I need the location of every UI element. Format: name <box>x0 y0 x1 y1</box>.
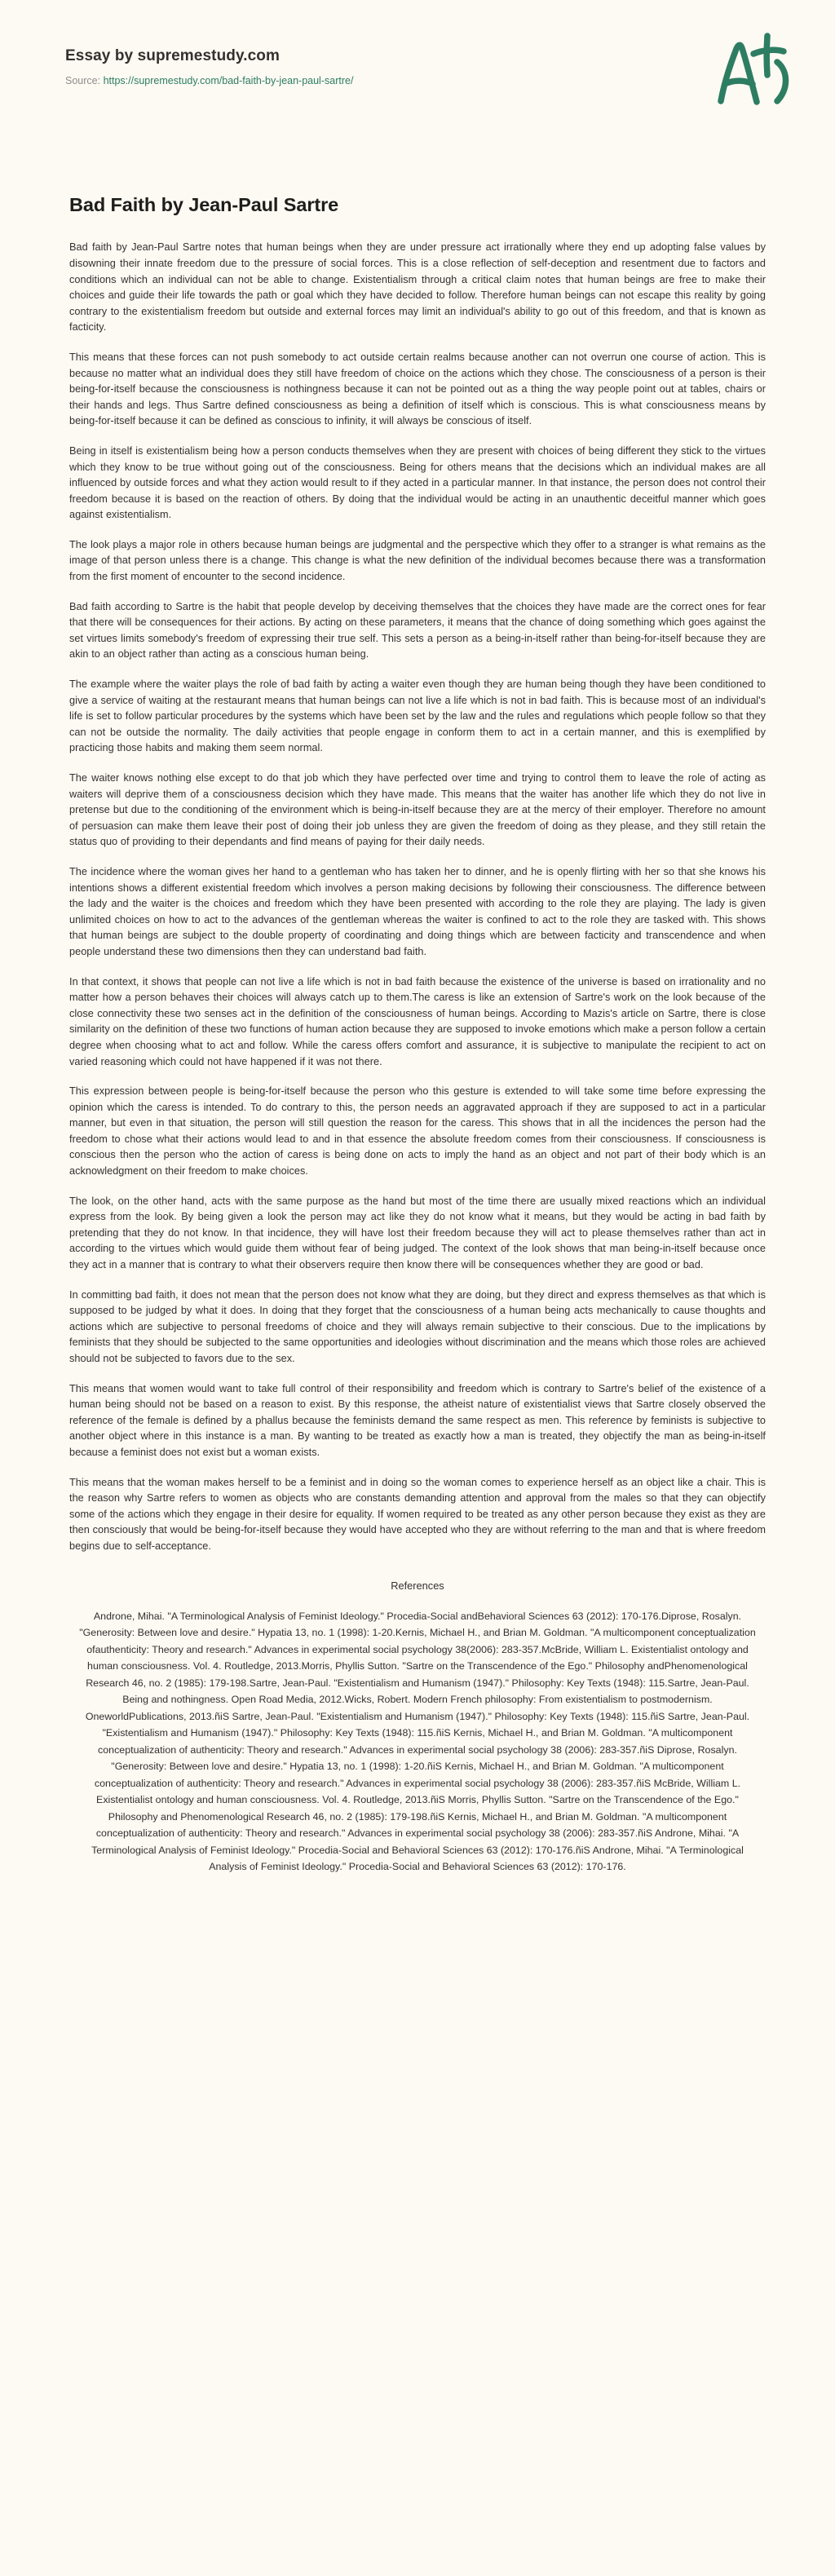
paragraph: This expression between people is being-for-itself because the person who this gesture is extended to will take some time before expressing the opinion which the caress is intended. To do contrary to this, the person needs an aggravated approach if they are supposed to act in a particular manner, but even in that situation, the person will still question the reason for the caress. This shows that in all the incidences the person had the freedom to chose what their actions would lead to and in that essence the absolute freedom comes from their consciousness. If consciousness is conscious then the person who the action of caress is being done on acts to imply the hand as an object and not part of their body which is an acknowledgment on their freedom to make choices. <box>69 1085 766 1178</box>
paragraph: The look, on the other hand, acts with the same purpose as the hand but most of the time there are usually mixed reactions which an individual express from the look. By being given a look the person may act like they do not know what it means, but they would be acting in bad faith by pretending that they do not know. In that incidence, they will have lost their freedom because they will act to please themselves rather than act in according to the virtues which would guide them without fear of being judged. The context of the look shows that man being-in-itself because once they act in a manner that is contrary to what their observers require then know there will be consequences whether they are good or bad. <box>69 1195 766 1271</box>
source-line <box>65 75 783 87</box>
paragraph: This means that these forces can not push somebody to act outside certain realms because another can not overrun one course of action. This is because no matter what an individual does they still have freedom of choice on the actions which they chose. The consciousness of a person is their being-for-itself because the consciousness is nothingness because it can not be pointed out as a thing the way people point out at tables, chairs or their hands and legs. Thus Sartre defined consciousness as being a definition of itself which is conscious. This is what consciousness means by being-for-itself because it can be defined as conscious to infinity, it will always be conscious of itself. <box>69 351 766 427</box>
paragraph: The look plays a major role in others because human beings are judgmental and the perspective which they offer to a stranger is what remains as the image of that person unless there is a change. This change is what the new definition of the individual becomes because there was a transformation from the first moment of encounter to the second incidence. <box>69 538 766 583</box>
page-title: Bad Faith by Jean-Paul Sartre <box>69 194 339 215</box>
paragraph: The waiter knows nothing else except to do that job which they have perfected over time and trying to control them to leave the role of acting as waiters will deprive them of a consciousness decision which they have made. This means that the waiter has another life which they do not live in pretense but due to the conditioning of the environment which is being-in-itself because they are at the mercy of their employer. Therefore no amount of persuasion can make them leave their post of doing their job unless they are given the freedom of doing as they please, and they still retain the status quo of providing to their dependants and find means of paying for their daily needs. <box>69 772 766 848</box>
document-content <box>0 193 835 1924</box>
brand-byline: Essay by supremestudy.com <box>65 47 280 64</box>
paragraph: Bad faith according to Sartre is the habit that people develop by deceiving themselves that the choices they have made are the correct ones for fear that there will be consequences for their actions. By acting on these parameters, it means that the chance of doing something which goes against the set virtues limits somebody's freedom of expressing their true self. This sets a person as a being-in-itself rather than being-for-itself because they are akin to an object rather than acting as a conscious human being. <box>69 600 766 661</box>
references-heading: References <box>391 1579 444 1592</box>
bottom-spacer <box>69 1876 766 1924</box>
references-text: Androne, Mihai. "A Terminological Analysis of Feminist Ideology." Procedia-Social andBehavioral Sciences 63 (2012): 170-176.Diprose, Rosalyn. "Generosity: Between love and desire." Hypatia 13, no. 1 (1998): 1-20.Kernis, Michael H., and Brian M. Goldman. "A multicomponent conceptualization ofauthenticity: Theory and research." Advances in experimental social psychology 38(2006): 283-357.McBride, William L. Existentialist ontology and human consciousness. Vol. 4. Routledge, 2013.Morris, Phyllis Sutton. "Sartre on the Transcendence of the Ego." Philosophy andPhenomenological Research 46, no. 2 (1985): 179-198.Sartre, Jean-Paul. "Existentialism and Humanism (1947)." Philosophy: Key Texts (1948): 115.Sartre, Jean-Paul. Being and nothingness. Open Road Media, 2012.Wicks, Robert. Modern French philosophy: From existentialism to postmodernism. OneworldPublications, 2013.ñiS Sartre, Jean-Paul. "Existentialism and Humanism (1947)." Philosophy: Key Texts (1948): 115.ñiS Sartre, Jean-Paul. "Existentialism and Humanism (1947)." Philosophy: Key Texts (1948): 115.ñiS Kernis, Michael H., and Brian M. Goldman. "A multicomponent conceptualization of authenticity: Theory and research." Advances in experimental social psychology 38 (2006): 283-357.ñiS Diprose, Rosalyn. "Generosity: Between love and desire." Hypatia 13, no. 1 (1998): 1-20.ñiS Kernis, Michael H., and Brian M. Goldman. "A multicomponent conceptualization of authenticity: Theory and research." Advances in experimental social psychology 38 (2006): 283-357.ñiS McBride, William L. Existentialist ontology and human consciousness. Vol. 4. Routledge, 2013.ñiS Morris, Phyllis Sutton. "Sartre on the Transcendence of the Ego." Philosophy and Phenomenological Research 46, no. 2 (1985): 179-198.ñiS Kernis, Michael H., and Brian M. Goldman. "A multicomponent conceptualization of authenticity: Theory and research." Advances in experimental social psychology 38 (2006): 283-357.ñiS Androne, Mihai. "A Terminological Analysis of Feminist Ideology." Procedia-Social and Behavioral Sciences 63 (2012): 170-176.ñiS Androne, Mihai. "A Terminological Analysis of Feminist Ideology." Procedia-Social and Behavioral Sciences 63 (2012): 170-176. <box>79 1610 756 1873</box>
references-body <box>69 1608 766 1876</box>
paragraph: In that context, it shows that people can not live a life which is not in bad faith because the existence of the universe is based on irrationality and no matter how a person behaves their choices will always catch up to them.The caress is like an extension of Sartre's work on the look because of the close connectivity these two senses act in the definition of the consciousness of human beings. According to Mazis's article on Sartre, there is close similarity on the definition of these two functions of human action because they are supposed to invoke emotions which make a person follow a certain degree when choosing what to act and follow. While the caress offers comfort and assurance, it is subjective to manipulate the recipient to act on varied reasoning which could not have happened if it was not there. <box>69 975 766 1067</box>
paragraph: Being in itself is existentialism being how a person conducts themselves when they are present with choices of being different they stick to the virtues which they know to be true without going out of the consciousness. Being for others means that the decisions which an individual makes are all influenced by outside forces and what they action would result to if they acted in a particular manner. In that instance, the person does not control their freedom because it is based on the reaction of others. By doing that the individual would be acting in an unauthentic deceitful manner which goes against existentialism. <box>69 444 766 521</box>
page-header <box>0 0 835 86</box>
paragraph: The incidence where the woman gives her hand to a gentleman who has taken her to dinner, and he is openly flirting with her so that she knows his intentions shows a different existential freedom which involves a person making decisions by following their consciousness. The difference between the lady and the waiter is the choices and freedom which they have been presented with according to the role they are playing. The lady is given unlimited choices on how to act to the advances of the gentleman whereas the waiter is confined to act to the role they are tasked with. This shows that human beings are subject to the double property of coordinating and doing things which are between facticity and transcendence and when people understand these two dimensions then they can understand bad faith. <box>69 865 766 957</box>
paragraph: This means that the woman makes herself to be a feminist and in doing so the woman comes to experience herself as an object like a chair. This is the reason why Sartre refers to women as objects who are constants demanding attention and approval from the males so that they can objectify some of the actions which they engage in their desire for equality. If women required to be treated as any other person because they exist as they are then consciously that would be being-for-itself because they would have accepted who they are without referring to the man and that is where freedom begins due to self-acceptance. <box>69 1476 766 1552</box>
a-plus-logo <box>700 23 797 108</box>
paragraph: This means that women would want to take full control of their responsibility and freedom which is contrary to Sartre's belief of the existence of a human being should not be based on a reason to exist. By this response, the atheist nature of existentialist views that Sartre closely observed the reference of the female is defined by a phallus because the feminists demand the same respect as men. This reference by feminists is subjective to another object where in this instance is a man. By wanting to be treated as exactly how a man is treated, they objectify the man as being-in-itself because a feminist does not exist but a woman exists. <box>69 1382 766 1458</box>
essay-body <box>69 240 766 1554</box>
paragraph: The example where the waiter plays the role of bad faith by acting a waiter even though they are human being though they have been conditioned to give a service of waiting at the restaurant means that human beings can not live a life which is not in bad faith. This is because most of an individual's life is set to follow particular procedures by the systems which have been set by the law and the rules and regulations which people follow so that they can not be outside the normality. The daily activities that people engage in conform them to act in a certain manner, and this is exemplified by practicing those habits and making them seem normal. <box>69 678 766 754</box>
source-label: Source: <box>65 74 101 86</box>
paragraph: Bad faith by Jean-Paul Sartre notes that human beings when they are under pressure act irrationally where they end up adopting false values by disowning their innate freedom due to the pressure of social forces. This is a close reflection of self-deception and resentment due to factors and conditions which an individual can not be able to change. Existentialism through a critical claim notes that human beings are free to make their choices and guide their life towards the path or goal which they have decided to follow. Therefore human beings can not escape this reality by going contrary to the existentialism freedom but outside and external forces may limit an individual's ability to go out of this freedom, and that is known as facticity. <box>69 241 766 334</box>
source-url-link[interactable]: https://supremestudy.com/bad-faith-by-jean-paul-sartre/ <box>103 74 354 86</box>
paragraph: In committing bad faith, it does not mean that the person does not know what they are doing, but they direct and express themselves as that which is supposed to be judged by what it does. In doing that they forget that the consciousness of a human being acts mechanically to cause thoughts and actions which are subjective to personal freedoms of choice and they will always remain subjective to their conscious. Due to the implications by feminists that they should be subjected to the same opportunities and ideologies without discrimination and the means which those roles are achieved should not be subjected to favors due to the sex. <box>69 1288 766 1364</box>
